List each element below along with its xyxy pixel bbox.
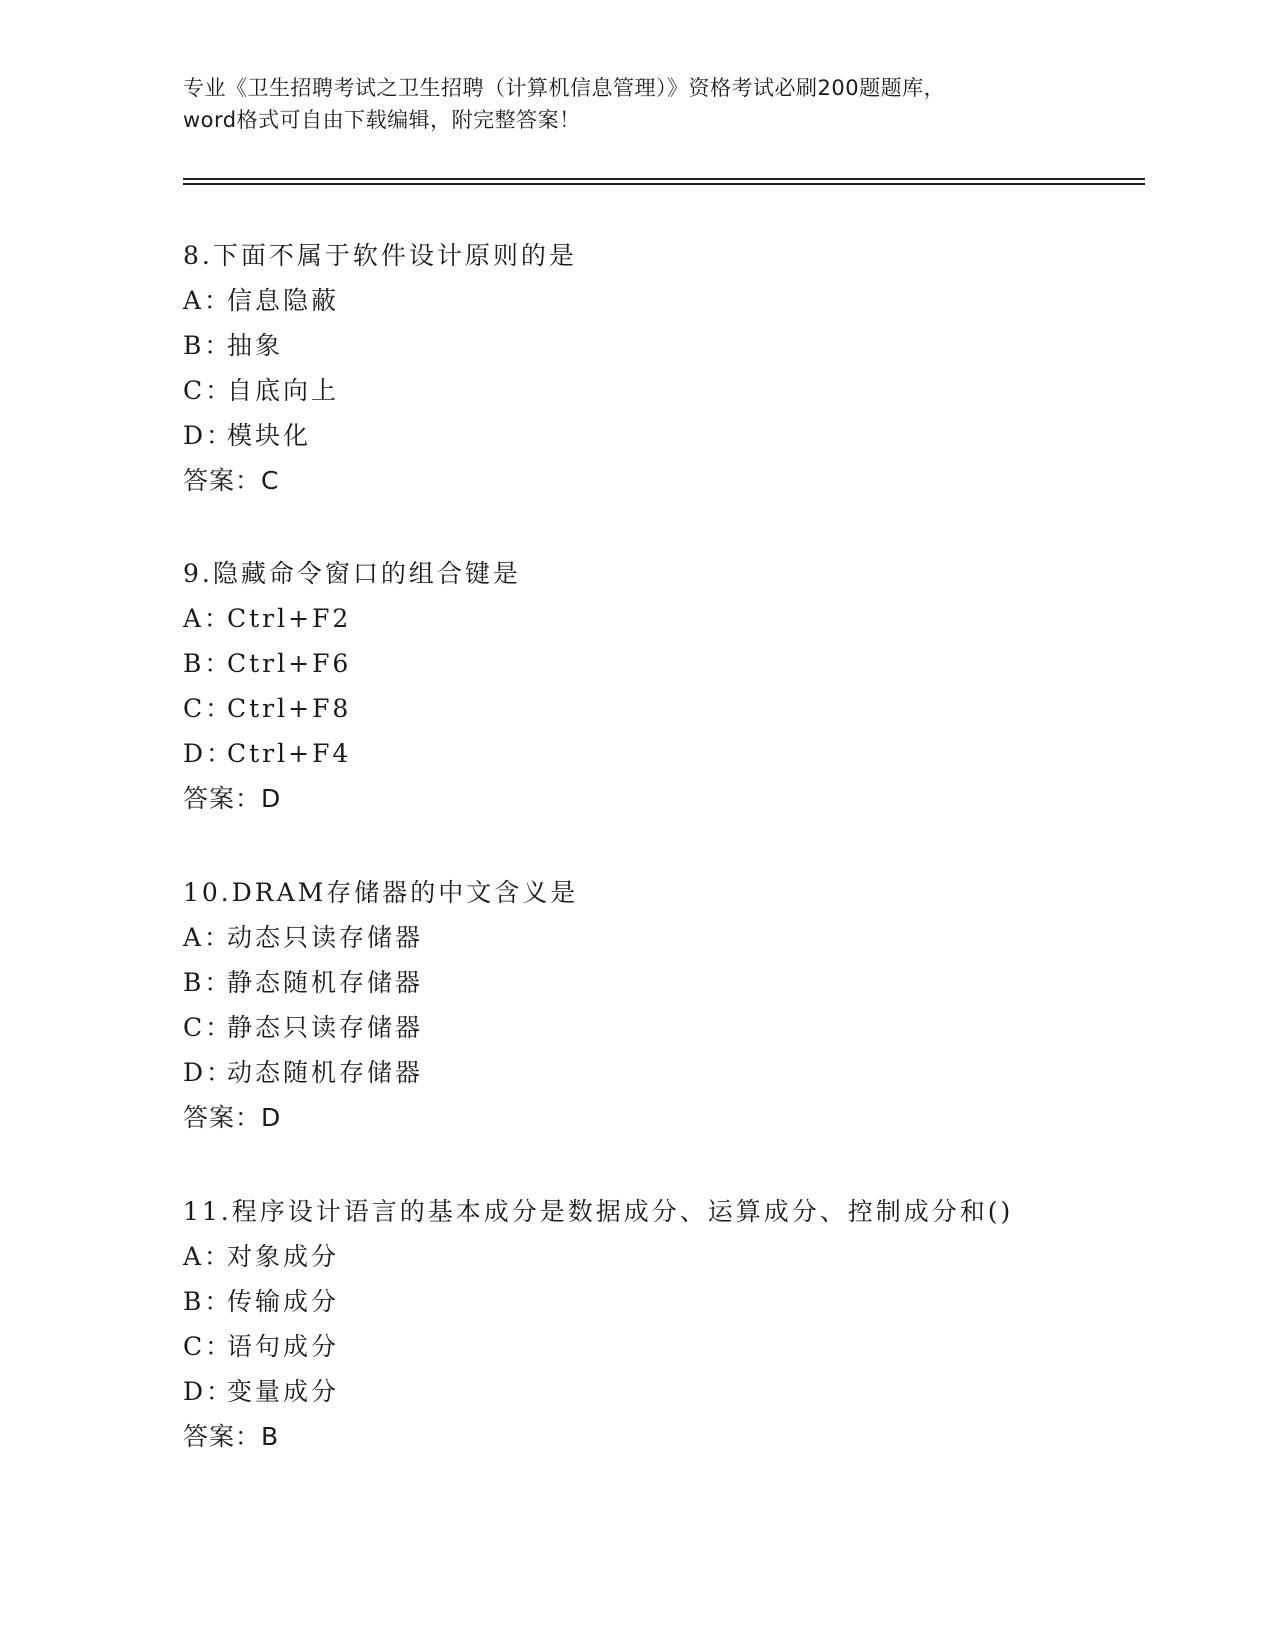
option-key: B： xyxy=(183,331,233,360)
header-line-2: word格式可自由下载编辑，附完整答案！ xyxy=(183,108,581,132)
option-b xyxy=(183,1279,1143,1324)
question-title: 10.DRAM存储器的中文含义是 xyxy=(183,878,579,907)
option-text: 信息隐蔽 xyxy=(227,286,340,315)
option-d xyxy=(183,731,1143,776)
option-b xyxy=(183,641,1143,686)
option-key: D： xyxy=(183,1377,235,1406)
option-a xyxy=(183,1234,1143,1279)
header-line-1: 专业《卫生招聘考试之卫生招聘（计算机信息管理）》资格考试必刷200题题库， xyxy=(183,76,946,100)
option-a xyxy=(183,915,1143,960)
option-text: 对象成分 xyxy=(227,1242,340,1271)
option-key: C： xyxy=(183,1013,234,1042)
option-text: 静态只读存储器 xyxy=(227,1013,424,1042)
question-10 xyxy=(183,870,1143,1140)
option-text: 模块化 xyxy=(227,421,312,450)
option-c xyxy=(183,686,1143,731)
option-b xyxy=(183,960,1143,1005)
question-11 xyxy=(183,1189,1143,1459)
option-key: C： xyxy=(183,694,234,723)
answer-line: 答案：D xyxy=(183,784,282,813)
option-key: A： xyxy=(183,923,233,952)
question-9 xyxy=(183,551,1143,821)
option-key: C： xyxy=(183,376,234,405)
option-key: A： xyxy=(183,1242,233,1271)
question-8 xyxy=(183,233,1143,503)
option-key: A： xyxy=(183,604,233,633)
header-divider-top xyxy=(183,178,1145,180)
question-title: 9.隐藏命令窗口的组合键是 xyxy=(183,559,521,588)
option-text: Ctrl+F2 xyxy=(227,604,352,633)
option-key: B： xyxy=(183,1287,233,1316)
option-text: 传输成分 xyxy=(227,1287,340,1316)
option-text: Ctrl+F4 xyxy=(227,739,352,768)
option-key: A： xyxy=(183,286,233,315)
option-key: D： xyxy=(183,1058,235,1087)
option-key: D： xyxy=(183,739,235,768)
question-title: 11.程序设计语言的基本成分是数据成分、运算成分、控制成分和() xyxy=(183,1197,1014,1226)
option-d xyxy=(183,413,1143,458)
option-key: B： xyxy=(183,649,233,678)
answer-line: 答案：C xyxy=(183,466,280,495)
header-divider-bottom xyxy=(183,183,1145,185)
option-c xyxy=(183,1005,1143,1050)
option-c xyxy=(183,1324,1143,1369)
option-text: 动态只读存储器 xyxy=(227,923,424,952)
option-text: 自底向上 xyxy=(227,376,340,405)
option-text: 语句成分 xyxy=(227,1332,340,1361)
option-text: 变量成分 xyxy=(227,1377,340,1406)
option-text: 抽象 xyxy=(227,331,284,360)
option-a xyxy=(183,278,1143,323)
option-text: 静态随机存储器 xyxy=(227,968,424,997)
option-b xyxy=(183,323,1143,368)
option-text: Ctrl+F8 xyxy=(227,694,352,723)
option-c xyxy=(183,368,1143,413)
option-a xyxy=(183,596,1143,641)
question-title: 8.下面不属于软件设计原则的是 xyxy=(183,241,577,270)
option-key: C： xyxy=(183,1332,234,1361)
option-d xyxy=(183,1369,1143,1414)
option-d xyxy=(183,1050,1143,1095)
option-key: B： xyxy=(183,968,233,997)
option-key: D： xyxy=(183,421,235,450)
answer-line: 答案：B xyxy=(183,1422,280,1451)
option-text: Ctrl+F6 xyxy=(227,649,352,678)
option-text: 动态随机存储器 xyxy=(227,1058,424,1087)
answer-line: 答案：D xyxy=(183,1103,282,1132)
document-header xyxy=(183,72,1063,136)
